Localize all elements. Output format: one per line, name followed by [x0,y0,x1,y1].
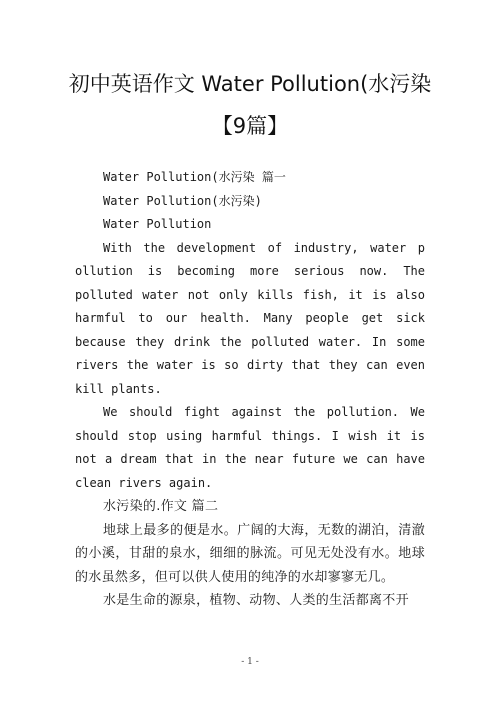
section-heading-2: 水污染的.作文 篇二 [103,499,219,514]
section-subheading: Water Pollution(水污染) [103,193,262,208]
essay-paragraph-2: We should fight against the pollution. We should stop using harmful things. I wish it is not a dream that in the near future we can have clean rivers again. [75,405,425,490]
essay-title: Water Pollution [103,217,212,231]
essay-paragraph-4: 水是生命的源泉，植物、动物、人类的生活都离不开 [103,593,409,608]
document-body [75,166,425,613]
essay-paragraph-1: With the development of industry, water p ollution is becoming more serious now. The polluted water not only kills fish, it is also harmful to our health. Many people get sick because they drink the polluted water. In some rivers the water is so dirty that they can even kill plants. [75,240,425,396]
section-heading-1: Water Pollution(水污染 篇一 [103,170,286,184]
essay-paragraph-3: 地球上最多的便是水。广阔的大海，无数的湖泊，清澈的小溪，甘甜的泉水，细细的脉流。可见无处没有水。地球的水虽然多，但可以供人使用的纯净的水却寥寥无几。 [75,522,425,585]
page-number: - 1 - [241,657,259,667]
document-title-line-1: 初中英语作文 Water Pollution(水污染 [68,72,432,96]
document-title-line-2: 【9篇】 [211,114,289,138]
